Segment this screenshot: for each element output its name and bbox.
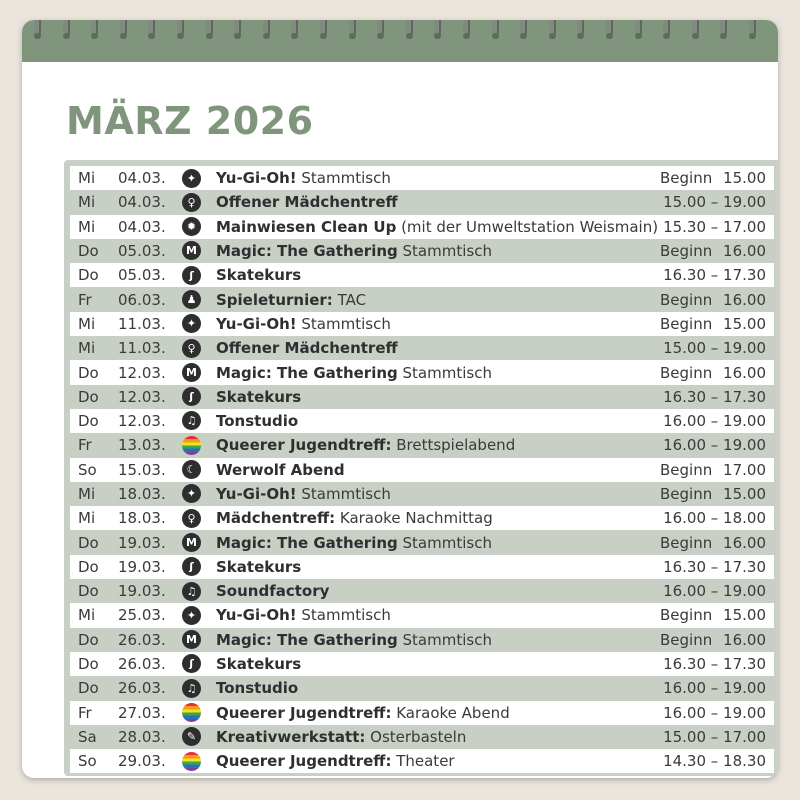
event-weekday: Mi <box>78 339 96 358</box>
event-time: 15.00 <box>723 169 766 188</box>
event-title-rest: Theater <box>391 752 455 771</box>
event-row <box>70 579 774 603</box>
event-title-bold: Magic: The Gathering <box>216 533 398 552</box>
card-game-icon: ✦ <box>182 606 201 625</box>
event-weekday: Fr <box>78 290 92 309</box>
event-date: 04.03. <box>118 193 166 212</box>
event-time: 16.00 <box>723 533 766 552</box>
event-time: 16.30 – 17.30 <box>663 655 766 674</box>
spiral-ring <box>635 20 642 36</box>
event-time: 14.30 – 18.30 <box>663 752 766 771</box>
spiral-ring <box>606 20 613 36</box>
event-title-rest: TAC <box>332 290 367 309</box>
event-weekday: Do <box>78 655 99 674</box>
events-list <box>70 166 774 773</box>
event-title-rest: Stammtisch <box>296 485 391 503</box>
spiral-ring <box>434 20 441 36</box>
event-title-bold: Magic: The Gathering <box>216 242 398 261</box>
event-title-bold: Queerer Jugendtreff: <box>216 752 392 771</box>
event-time: 16.00 – 18.00 <box>663 509 766 528</box>
event-date: 12.03. <box>118 387 166 406</box>
event-start-label: Beginn <box>660 290 713 309</box>
spiral-ring <box>177 20 184 36</box>
event-title-bold: Yu-Gi-Oh! <box>216 606 297 625</box>
event-time: 16.00 – 19.00 <box>663 703 766 722</box>
event-start-label: Beginn <box>660 533 713 552</box>
spiral-ring <box>463 20 470 36</box>
event-title <box>216 558 301 576</box>
event-title-rest: Stammtisch <box>296 169 391 188</box>
event-row <box>70 360 774 384</box>
event-title <box>216 291 366 309</box>
spiral-ring <box>720 20 727 36</box>
spiral-ring <box>406 20 413 36</box>
event-title <box>216 728 466 746</box>
event-start-label: Beginn <box>660 485 713 503</box>
event-date: 19.03. <box>118 533 166 552</box>
event-time: 16.00 <box>723 630 766 649</box>
event-title-rest: Stammtisch <box>296 606 391 625</box>
event-weekday: Mi <box>78 485 96 503</box>
magic-icon: M <box>182 241 201 260</box>
event-title-rest: Stammtisch <box>397 630 492 649</box>
event-title-bold: Spieleturnier: <box>216 290 333 309</box>
event-row <box>70 409 774 433</box>
month-title: MÄRZ 2026 <box>66 99 314 143</box>
event-title-rest: Karaoke Abend <box>391 703 510 722</box>
event-time: 15.00 <box>723 606 766 625</box>
event-weekday: Do <box>78 363 99 382</box>
event-row <box>70 749 774 773</box>
event-date: 12.03. <box>118 363 166 382</box>
event-date: 26.03. <box>118 630 166 649</box>
event-title-rest: Stammtisch <box>397 533 492 552</box>
event-title-bold: Yu-Gi-Oh! <box>216 485 297 503</box>
spiral-ring <box>749 20 756 36</box>
spiral-ring <box>63 20 70 36</box>
event-date: 06.03. <box>118 290 166 309</box>
event-title <box>216 242 492 260</box>
event-title <box>216 339 398 357</box>
event-title-bold: Mädchentreff: <box>216 509 336 528</box>
event-title-bold: Skatekurs <box>216 557 302 576</box>
rainbow-icon <box>182 752 201 771</box>
event-row <box>70 458 774 482</box>
event-weekday: Fr <box>78 703 92 722</box>
event-title-rest: Stammtisch <box>397 363 492 382</box>
event-title-bold: Magic: The Gathering <box>216 630 398 649</box>
event-time: 15.00 <box>723 485 766 503</box>
event-time: 16.00 <box>723 242 766 261</box>
event-time: 15.00 – 19.00 <box>663 339 766 358</box>
event-date: 11.03. <box>118 339 166 358</box>
skater-icon: ʃ <box>182 266 201 285</box>
event-title <box>216 655 301 673</box>
event-weekday: Sa <box>78 727 97 746</box>
event-row <box>70 652 774 676</box>
spiral-ring <box>34 20 41 36</box>
event-row <box>70 287 774 311</box>
event-time: 15.00 – 19.00 <box>663 193 766 212</box>
event-title-bold: Tonstudio <box>216 679 299 698</box>
event-weekday: Fr <box>78 436 92 455</box>
event-weekday: Do <box>78 582 99 601</box>
event-weekday: Do <box>78 630 99 649</box>
event-row <box>70 482 774 506</box>
event-title-bold: Queerer Jugendtreff: <box>216 703 392 722</box>
event-title <box>216 169 391 187</box>
spiral-ring <box>349 20 356 36</box>
events-table <box>64 160 778 776</box>
event-title-rest: Osterbasteln <box>365 727 467 746</box>
event-title-bold: Soundfactory <box>216 582 330 601</box>
event-title-bold: Skatekurs <box>216 266 302 285</box>
event-title-rest: Brettspielabend <box>391 436 516 455</box>
magic-icon: M <box>182 533 201 552</box>
event-row <box>70 385 774 409</box>
event-time: 16.00 – 19.00 <box>663 412 766 431</box>
female-symbol-icon: ♀ <box>182 509 201 528</box>
skater-icon: ʃ <box>182 654 201 673</box>
event-title <box>216 752 455 770</box>
event-row <box>70 676 774 700</box>
event-time: 16.00 <box>723 363 766 382</box>
event-row <box>70 263 774 287</box>
event-time: 16.30 – 17.30 <box>663 266 766 285</box>
event-title <box>216 193 398 211</box>
spiral-ring <box>692 20 699 36</box>
event-title-rest: Karaoke Nachmittag <box>335 509 493 528</box>
card-game-icon: ✦ <box>182 484 201 503</box>
event-title <box>216 266 301 284</box>
event-title-bold: Kreativwerkstatt: <box>216 727 366 746</box>
spiral-ring <box>577 20 584 36</box>
rainbow-icon <box>182 703 201 722</box>
event-title-bold: Werwolf Abend <box>216 460 345 479</box>
event-date: 19.03. <box>118 557 166 576</box>
event-title-rest: Stammtisch <box>296 314 391 333</box>
event-time: 16.00 <box>723 290 766 309</box>
event-title <box>216 534 492 552</box>
brush-icon: ✎ <box>182 727 201 746</box>
event-date: 27.03. <box>118 703 166 722</box>
event-title-bold: Tonstudio <box>216 412 299 431</box>
event-time: 16.30 – 17.30 <box>663 557 766 576</box>
event-title-bold: Magic: The Gathering <box>216 363 398 382</box>
spiral-ring <box>492 20 499 36</box>
event-title <box>216 364 492 382</box>
spiral-ring <box>291 20 298 36</box>
event-weekday: Do <box>78 679 99 698</box>
event-row <box>70 603 774 627</box>
card-game-icon: ✦ <box>182 169 201 188</box>
event-title <box>216 631 492 649</box>
event-date: 04.03. <box>118 217 166 236</box>
event-start-label: Beginn <box>660 169 713 188</box>
spiral-ring <box>234 20 241 36</box>
event-start-label: Beginn <box>660 606 713 625</box>
skater-icon: ʃ <box>182 557 201 576</box>
sun-icon: ✹ <box>182 217 201 236</box>
event-time: 15.00 – 17.00 <box>663 727 766 746</box>
event-weekday: Do <box>78 412 99 431</box>
event-weekday: Mi <box>78 509 96 528</box>
magic-icon: M <box>182 363 201 382</box>
event-title <box>216 412 298 430</box>
event-weekday: Do <box>78 557 99 576</box>
event-row <box>70 166 774 190</box>
event-weekday: Mi <box>78 217 96 236</box>
event-date: 13.03. <box>118 436 166 455</box>
event-weekday: Do <box>78 242 99 261</box>
magic-icon: M <box>182 630 201 649</box>
event-weekday: Mi <box>78 193 96 212</box>
event-title <box>216 485 391 503</box>
event-date: 05.03. <box>118 242 166 261</box>
event-weekday: Mi <box>78 314 96 333</box>
event-start-label: Beginn <box>660 314 713 333</box>
event-title-rest: Stammtisch <box>397 242 492 261</box>
event-weekday: So <box>78 460 97 479</box>
event-title-bold: Mainwiesen Clean Up <box>216 217 397 236</box>
microphone-icon: ♫ <box>182 582 201 601</box>
event-date: 11.03. <box>118 314 166 333</box>
event-row <box>70 506 774 530</box>
event-start-label: Beginn <box>660 460 713 479</box>
event-time: 16.00 – 19.00 <box>663 582 766 601</box>
event-row <box>70 530 774 554</box>
calendar-page <box>22 20 778 778</box>
event-title-bold: Skatekurs <box>216 387 302 406</box>
event-title <box>216 509 493 527</box>
microphone-icon: ♫ <box>182 679 201 698</box>
event-date: 15.03. <box>118 460 166 479</box>
event-title <box>216 315 391 333</box>
microphone-icon: ♫ <box>182 411 201 430</box>
female-symbol-icon: ♀ <box>182 339 201 358</box>
event-title <box>216 704 510 722</box>
event-date: 04.03. <box>118 169 166 188</box>
spiral-ring <box>206 20 213 36</box>
event-weekday: Mi <box>78 169 96 188</box>
event-start-label: Beginn <box>660 363 713 382</box>
event-date: 26.03. <box>118 655 166 674</box>
event-row <box>70 433 774 457</box>
event-row <box>70 555 774 579</box>
event-time: 16.00 – 19.00 <box>663 436 766 455</box>
event-title-bold: Offener Mädchentreff <box>216 193 398 212</box>
event-title-bold: Offener Mädchentreff <box>216 339 398 358</box>
event-time: 17.00 <box>723 460 766 479</box>
players-icon: ♟ <box>182 290 201 309</box>
event-time: 15.00 <box>723 314 766 333</box>
event-title-rest: (mit der Umweltstation Weismain) <box>396 217 659 236</box>
spiral-ring <box>263 20 270 36</box>
event-start-label: Beginn <box>660 242 713 261</box>
event-row <box>70 215 774 239</box>
event-date: 25.03. <box>118 606 166 625</box>
event-row <box>70 336 774 360</box>
event-row <box>70 701 774 725</box>
event-title <box>216 461 345 479</box>
event-date: 26.03. <box>118 679 166 698</box>
spiral-ring <box>663 20 670 36</box>
event-weekday: So <box>78 752 97 771</box>
female-symbol-icon: ♀ <box>182 193 201 212</box>
event-row <box>70 628 774 652</box>
spiral-ring <box>520 20 527 36</box>
event-title-bold: Queerer Jugendtreff: <box>216 436 392 455</box>
spiral-ring <box>320 20 327 36</box>
event-row <box>70 239 774 263</box>
rainbow-icon <box>182 436 201 455</box>
event-date: 05.03. <box>118 266 166 285</box>
event-title <box>216 679 298 697</box>
event-time: 16.00 – 19.00 <box>663 679 766 698</box>
skater-icon: ʃ <box>182 387 201 406</box>
event-title-bold: Skatekurs <box>216 655 302 674</box>
event-weekday: Do <box>78 533 99 552</box>
event-row <box>70 190 774 214</box>
event-date: 12.03. <box>118 412 166 431</box>
card-game-icon: ✦ <box>182 314 201 333</box>
event-weekday: Do <box>78 266 99 285</box>
event-title <box>216 582 329 600</box>
event-time: 15.30 – 17.00 <box>663 217 766 236</box>
event-weekday: Do <box>78 387 99 406</box>
event-date: 18.03. <box>118 509 166 528</box>
spiral-ring <box>120 20 127 36</box>
werewolf-icon: ☾ <box>182 460 201 479</box>
event-title <box>216 436 515 454</box>
event-weekday: Mi <box>78 606 96 625</box>
event-time: 16.30 – 17.30 <box>663 387 766 406</box>
event-title <box>216 388 301 406</box>
event-row <box>70 312 774 336</box>
spiral-ring <box>377 20 384 36</box>
event-row <box>70 725 774 749</box>
spiral-ring <box>91 20 98 36</box>
event-start-label: Beginn <box>660 630 713 649</box>
event-date: 28.03. <box>118 727 166 746</box>
event-title-bold: Yu-Gi-Oh! <box>216 314 297 333</box>
event-title <box>216 218 658 236</box>
spiral-ring <box>549 20 556 36</box>
spiral-ring <box>148 20 155 36</box>
event-date: 18.03. <box>118 485 166 503</box>
event-date: 29.03. <box>118 752 166 771</box>
event-title <box>216 606 391 624</box>
event-date: 19.03. <box>118 582 166 601</box>
event-title-bold: Yu-Gi-Oh! <box>216 169 297 188</box>
